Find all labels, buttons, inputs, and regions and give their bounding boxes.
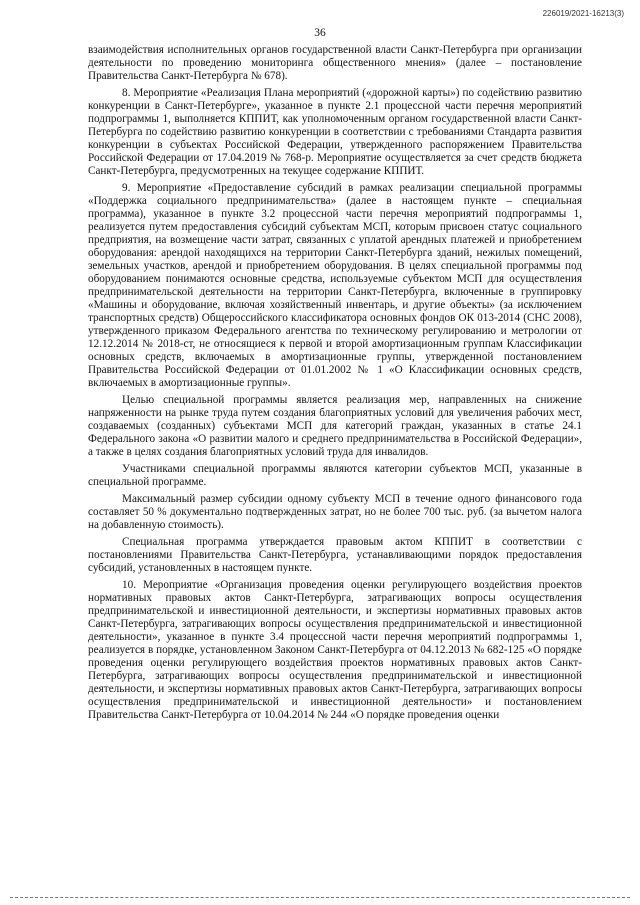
paragraph-item-8: 8. Мероприятие «Реализация Плана мероприятий («дорожной карты») по содействию развитию конкуренции в Санкт-Петербурге», указанное в пункте 2.1 процессной части перечня мероприятий подпрограммы 1, выполняется КППИТ, как уполномоченным органом государственной власти Санкт-Петербурга по содействию развитию конкуренции в соответствии с требованиями Стандарта развития конкуренции в субъектах Российской Федерации, утвержденного распоряжением Правительства Российской Федерации от 17.04.2019 № 768-р. Мероприятие осуществляется за счет средств бюджета Санкт-Петербурга, предусмотренных на текущее содержание КППИТ.	[88, 87, 582, 177]
document-body	[88, 44, 582, 722]
paragraph-program-approval: Специальная программа утверждается правовым актом КППИТ в соответствии с постановлениями Правительства Санкт-Петербурга, устанавливающими порядок предоставления субсидий, установленных в настоящем пункте.	[88, 536, 582, 574]
page-bottom-divider	[10, 897, 630, 898]
paragraph-continuation: взаимодействия исполнительных органов государственной власти Санкт-Петербурга при организации деятельности по проведению мониторинга общественного мнения» (далее – постановление Правительства Санкт-Петербурга № 678).	[88, 44, 582, 82]
paragraph-item-10: 10. Мероприятие «Организация проведения оценки регулирующего воздействия проектов нормативных правовых актов Санкт-Петербурга, затрагивающих вопросы осуществления предпринимательской и инвестиционной деятельности, и экспертизы нормативных правовых актов Санкт-Петербурга, затрагивающих вопросы осуществления предпринимательской и инвестиционной деятельности», указанное в пункте 3.4 процессной части перечня мероприятий подпрограммы 1, реализуется в порядке, установленном Законом Санкт-Петербурга от 04.12.2013 № 682-125 «О порядке проведения оценки регулирующего воздействия проектов нормативных правовых актов Санкт-Петербурга, затрагивающих вопросы осуществления предпринимательской и инвестиционной деятельности, и экспертизы нормативных правовых актов Санкт-Петербурга, затрагивающих вопросы осуществления предпринимательской и инвестиционной деятельности» и постановлением Правительства Санкт-Петербурга от 10.04.2014 № 244 «О порядке проведения оценки	[88, 579, 582, 721]
page-number: 36	[314, 27, 326, 39]
document-id: 226019/2021-16213(3)	[542, 9, 624, 18]
paragraph-max-subsidy: Максимальный размер субсидии одному субъекту МСП в течение одного финансового года составляет 50 % документально подтвержденных затрат, но не более 700 тыс. руб. (за вычетом налога на добавленную стоимость).	[88, 493, 582, 531]
paragraph-item-9: 9. Мероприятие «Предоставление субсидий в рамках реализации специальной программы «Поддержка социального предпринимательства» (далее в настоящем пункте – специальная программа), указанное в пункте 3.2 процессной части перечня мероприятий подпрограммы 1, реализуется путем предоставления субсидий субъектам МСП, которым присвоен статус социального предприятия, на возмещение части затрат, связанных с уплатой арендных платежей и приобретением оборудования: арендой находящихся на территории Санкт-Петербурга зданий, нежилых помещений, земельных участков, арендой и приобретением оборудования. В целях специальной программы под оборудованием понимаются основные средства, используемые субъектом МСП для осуществления предпринимательской деятельности на территории Санкт-Петербурга, включенные в группировку «Машины и оборудование, включая хозяйственный инвентарь, и другие объекты» (за исключением транспортных средств) Общероссийского классификатора основных фондов ОК 013-2014 (СНС 2008), утвержденного приказом Федерального агентства по техническому регулированию и метрологии от 12.12.2014 № 2018-ст, не относящиеся к первой и второй амортизационным группам Классификации основных средств, включаемых в амортизационные группы, утвержденной постановлением Правительства Российской Федерации от 01.01.2002 № 1 «О Классификации основных средств, включаемых в амортизационные группы».	[88, 182, 582, 389]
paragraph-participants: Участниками специальной программы являются категории субъектов МСП, указанные в специальной программе.	[88, 463, 582, 488]
paragraph-program-goal: Целью специальной программы является реализация мер, направленных на снижение напряженности на рынке труда путем создания благоприятных условий для увеличения рабочих мест, создаваемых (созданных) субъектами МСП для категорий граждан, указанных в статье 24.1 Федерального закона «О развитии малого и среднего предпринимательства в Российской Федерации», а также в целях создания благоприятных условий труда для инвалидов.	[88, 394, 582, 458]
